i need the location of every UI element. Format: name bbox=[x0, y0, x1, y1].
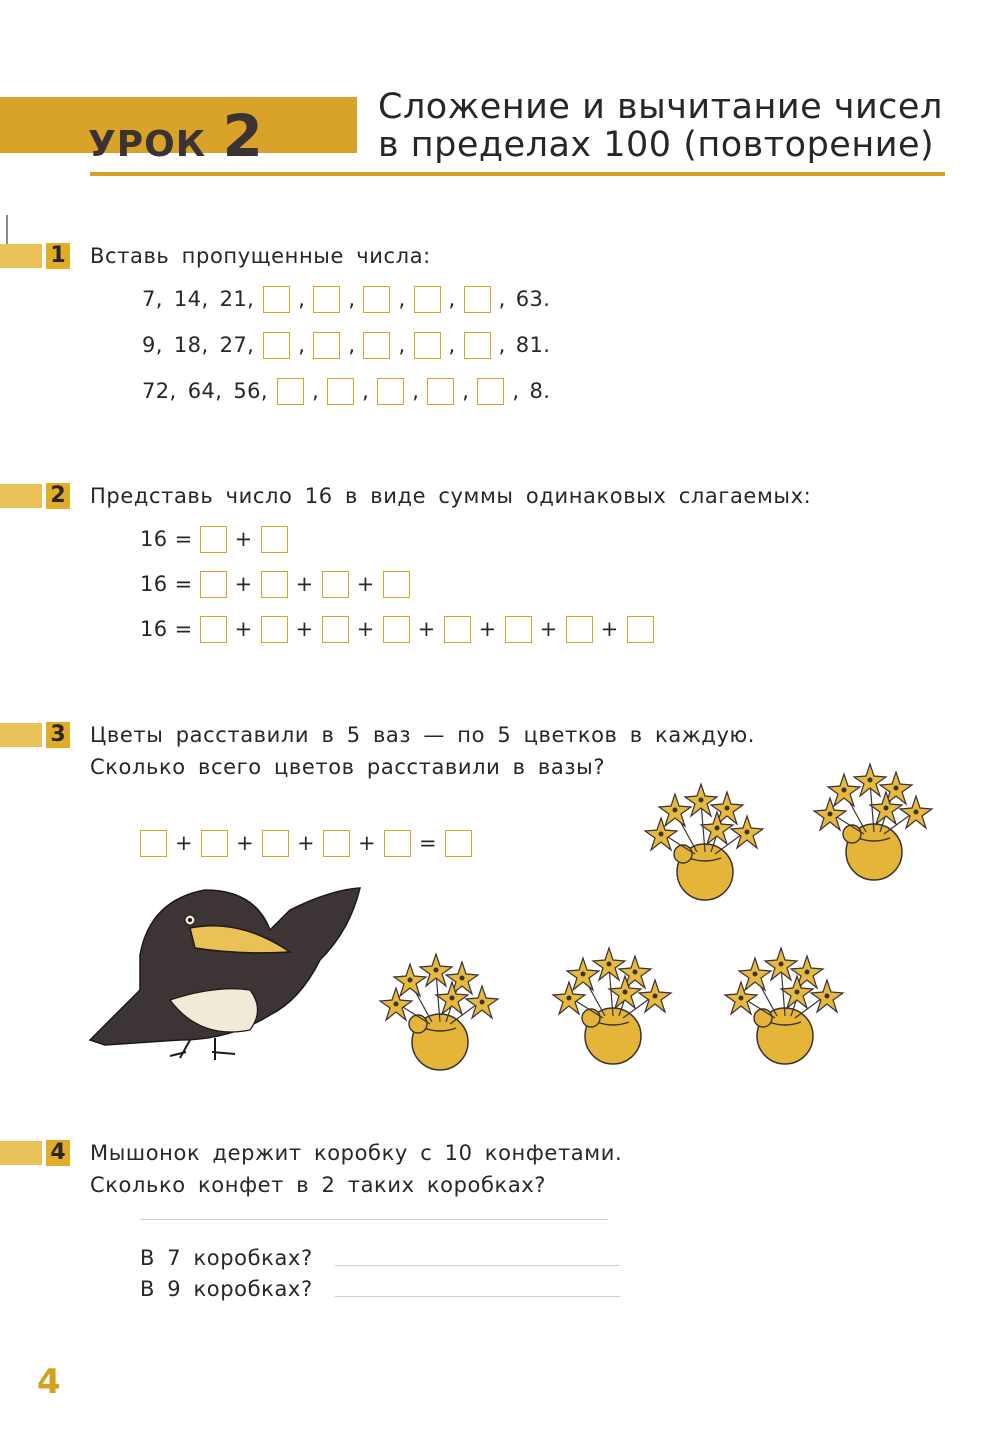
answer-line[interactable] bbox=[335, 1296, 620, 1297]
question-7-boxes: В 7 коробках? bbox=[140, 1246, 313, 1270]
comma: , bbox=[362, 379, 370, 403]
plus-sign: + bbox=[358, 831, 376, 855]
task-1-prompt: Вставь пропущенные числа: bbox=[90, 244, 431, 268]
task-4-band bbox=[0, 1141, 42, 1165]
vase-bouquet bbox=[645, 784, 763, 900]
comma: , bbox=[348, 333, 356, 357]
task-4-prompt bbox=[90, 1137, 622, 1201]
sequence-value: 21, bbox=[219, 287, 255, 311]
plus-sign: + bbox=[236, 831, 254, 855]
plus-sign: + bbox=[600, 617, 619, 641]
comma: , bbox=[398, 287, 406, 311]
sequence-value: 81. bbox=[515, 333, 551, 357]
lesson-word: УРОК bbox=[88, 124, 207, 165]
task-3-line1: Цветы расставили в 5 ваз — по 5 цветков в каждую. bbox=[90, 723, 756, 747]
task-3-number: 3 bbox=[46, 722, 70, 748]
sequence-value: 72, bbox=[142, 379, 177, 403]
vase-bouquet bbox=[380, 954, 498, 1070]
comma: , bbox=[398, 333, 406, 357]
comma: , bbox=[462, 379, 470, 403]
plus-sign: + bbox=[539, 617, 558, 641]
answer-line[interactable] bbox=[140, 1219, 608, 1220]
plus-sign: + bbox=[234, 527, 253, 551]
comma: , bbox=[298, 333, 306, 357]
sum-lhs: 16 = bbox=[140, 527, 193, 551]
task-3-line2: Сколько всего цветов расставили в вазы? bbox=[90, 755, 606, 779]
comma: , bbox=[498, 333, 506, 357]
vase-bouquet bbox=[725, 948, 843, 1064]
equals-sign: = bbox=[419, 831, 437, 855]
comma: , bbox=[312, 379, 320, 403]
lesson-title-line1: Сложение и вычитание чисел bbox=[378, 87, 943, 127]
task-4-line2: Сколько конфет в 2 таких коробках? bbox=[90, 1173, 547, 1197]
crow-illustration bbox=[90, 888, 360, 1060]
task-2-prompt: Представь число 16 в виде суммы одинаковых слагаемых: bbox=[90, 484, 812, 508]
sequence-value: 18, bbox=[173, 333, 209, 357]
sequence-value: 56, bbox=[233, 379, 268, 403]
plus-sign: + bbox=[175, 831, 193, 855]
plus-sign: + bbox=[295, 617, 314, 641]
sequence-value: 7, bbox=[142, 287, 163, 311]
plus-sign: + bbox=[234, 572, 253, 596]
sequence-value: 64, bbox=[187, 379, 223, 403]
vase-bouquet bbox=[553, 948, 671, 1064]
plus-sign: + bbox=[356, 572, 375, 596]
plus-sign: + bbox=[297, 831, 315, 855]
sequence-value: 27, bbox=[219, 333, 255, 357]
answer-line[interactable] bbox=[335, 1265, 620, 1266]
sum-lhs: 16 = bbox=[140, 572, 193, 596]
lesson-number: 2 bbox=[222, 102, 264, 170]
sequence-value: 63. bbox=[515, 287, 551, 311]
plus-sign: + bbox=[234, 617, 253, 641]
comma: , bbox=[348, 287, 356, 311]
sequence-value: 14, bbox=[173, 287, 209, 311]
page-number: 4 bbox=[37, 1362, 61, 1402]
sum-lhs: 16 = bbox=[140, 617, 193, 641]
comma: , bbox=[412, 379, 420, 403]
plus-sign: + bbox=[356, 617, 375, 641]
question-9-boxes: В 9 коробках? bbox=[140, 1277, 313, 1301]
plus-sign: + bbox=[295, 572, 314, 596]
comma: , bbox=[448, 333, 456, 357]
sequence-value: 8. bbox=[529, 379, 551, 403]
comma: , bbox=[298, 287, 306, 311]
task-4-line1: Мышонок держит коробку с 10 конфетами. bbox=[90, 1141, 623, 1165]
comma: , bbox=[448, 287, 456, 311]
comma: , bbox=[512, 379, 520, 403]
task-2-number: 2 bbox=[46, 483, 70, 509]
lesson-title-line2: в пределах 100 (повторение) bbox=[378, 125, 935, 165]
plus-sign: + bbox=[417, 617, 436, 641]
sequence-value: 9, bbox=[142, 333, 163, 357]
task-4-number: 4 bbox=[46, 1140, 70, 1166]
task-1-number: 1 bbox=[46, 243, 70, 269]
plus-sign: + bbox=[478, 617, 497, 641]
vase-bouquet bbox=[814, 764, 932, 880]
comma: , bbox=[498, 287, 506, 311]
